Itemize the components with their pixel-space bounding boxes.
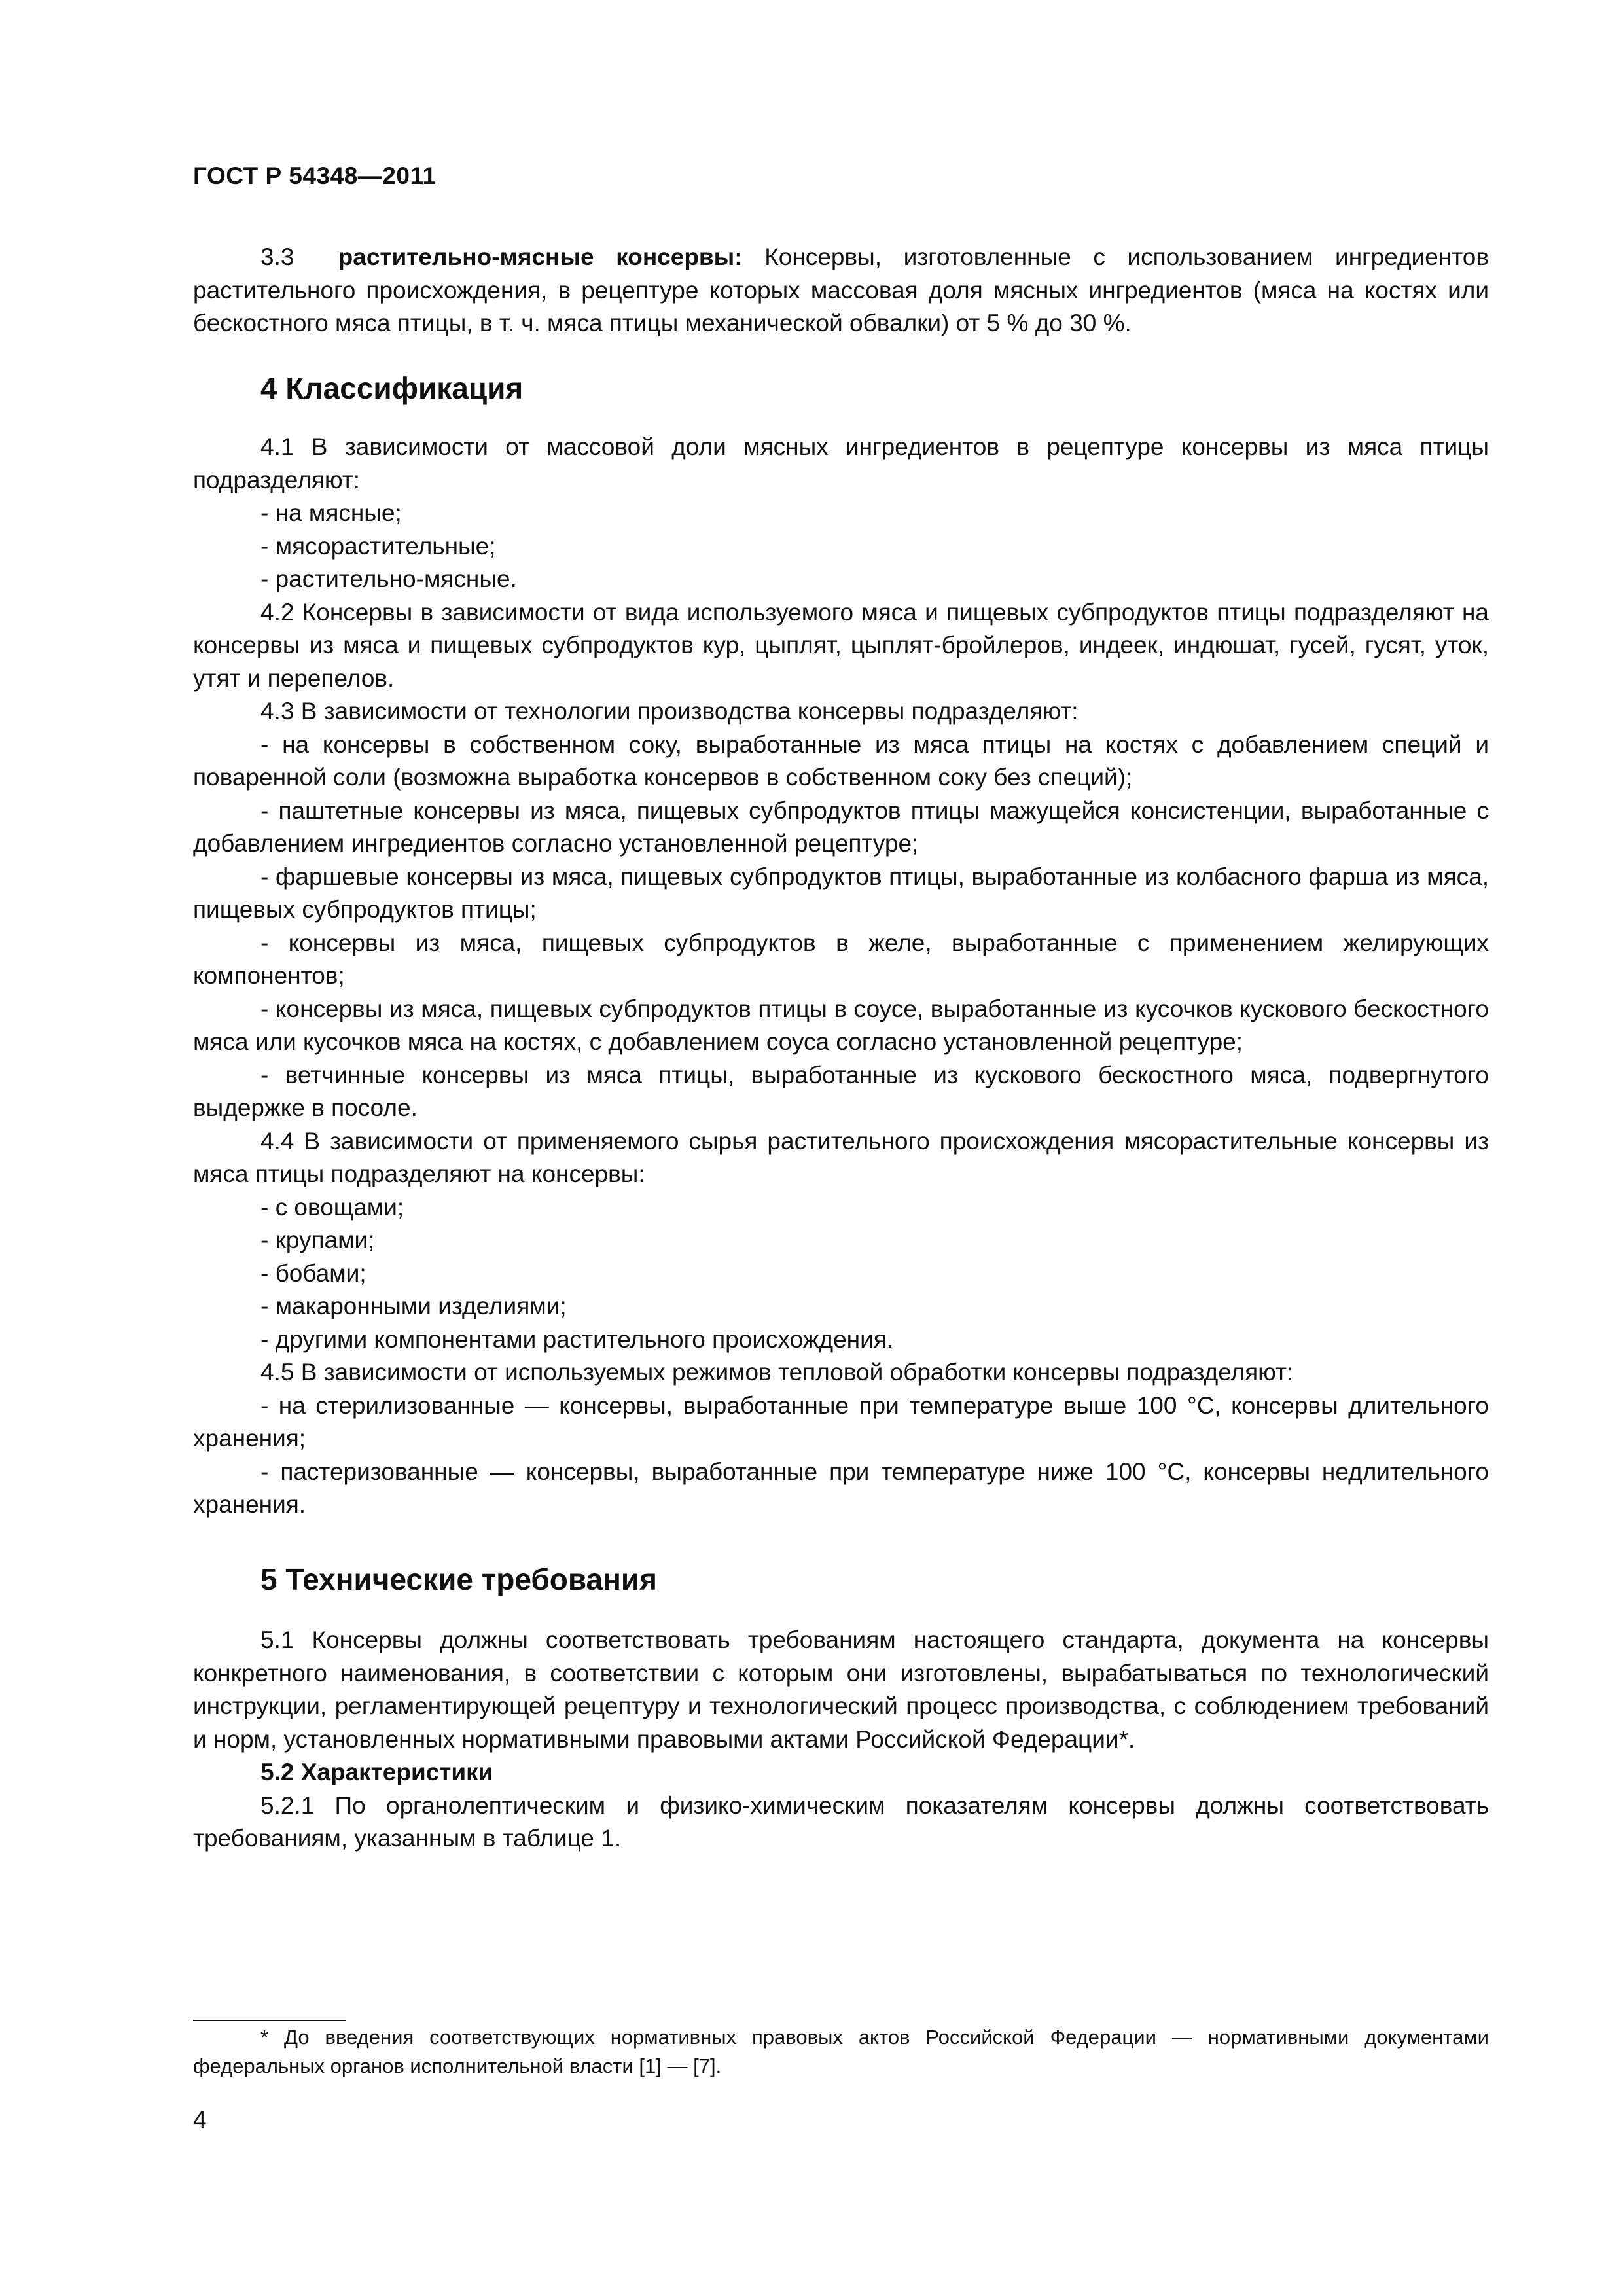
term-definition: Консервы, изготовленные с использованием ингредиентов растительного происхождения, в рецептуре которых массовая доля мясных ингредиентов (мяса на костях или бескостного мяса птицы, в т. ч. мяса птицы механической обвалки) от 5 % до 30 %. bbox=[193, 243, 1489, 336]
list-item: - растительно-мясные. bbox=[260, 565, 517, 592]
list-item: - ветчинные консервы из мяса птицы, выработанные из кускового бескостного мяса, подвергнутого выдержке в посоле. bbox=[193, 1061, 1489, 1121]
section-5 bbox=[193, 1563, 1489, 1596]
list-item: - паштетные консервы из мяса, пищевых субпродуктов птицы мажущейся консистенции, выработанные с добавлением ингредиентов согласно установленной рецептуре; bbox=[193, 797, 1489, 857]
list-item: - крупами; bbox=[260, 1227, 375, 1253]
list-item: - фаршевые консервы из мяса, пищевых субпродуктов птицы, выработанные из колбасного фарша из мяса, пищевых субпродуктов птицы; bbox=[193, 863, 1489, 923]
term: растительно-мясные консервы: bbox=[338, 243, 743, 270]
section-3-3-block bbox=[193, 241, 1489, 340]
list-item: - с овощами; bbox=[260, 1193, 404, 1221]
subsection-5-2-title: 5.2 Характеристики bbox=[260, 1759, 493, 1785]
clause-5-1: 5.1 Консервы должны соответствовать требованиям настоящего стандарта, документа на консервы конкретного наименования, в соответствии с которым они изготовлены, вырабатываться по технологический инструкции, регламентирующей рецептуру и технологический процесс производства, с соблюдением требований и норм, установленных нормативными правовыми актами Российской Федерации*. bbox=[193, 1626, 1489, 1753]
section-5-body bbox=[193, 1624, 1489, 1856]
section-4-body bbox=[193, 431, 1489, 1522]
list-item: - пастеризованные — консервы, выработанные при температуре ниже 100 °С, консервы недлительного хранения. bbox=[193, 1458, 1489, 1518]
clause-4-5: 4.5 В зависимости от используемых режимов тепловой обработки консервы подразделяют: bbox=[260, 1359, 1294, 1386]
document-header: ГОСТ Р 54348—2011 bbox=[193, 162, 437, 189]
clause-4-1: 4.1 В зависимости от массовой доли мясных ингредиентов в рецептуре консервы из мяса птицы подразделяют: bbox=[193, 433, 1489, 493]
clause-4-3: 4.3 В зависимости от технологии производства консервы подразделяют: bbox=[260, 698, 1079, 725]
list-item: - макаронными изделиями; bbox=[260, 1293, 567, 1319]
list-item: - мясорастительные; bbox=[260, 532, 496, 560]
clause-4-2: 4.2 Консервы в зависимости от вида используемого мяса и пищевых субпродуктов птицы подразделяют на консервы из мяса и пищевых субпродуктов кур, цыплят, цыплят-бройлеров, индеек, индюшат, гусей, гусят, уток, утят и перепелов. bbox=[193, 598, 1489, 692]
clause-4-4: 4.4 В зависимости от применяемого сырья растительного происхождения мясорастительные консервы из мяса птицы подразделяют на консервы: bbox=[193, 1127, 1489, 1187]
section-5-title: 5 Технические требования bbox=[260, 1562, 657, 1596]
list-item: - консервы из мяса, пищевых субпродуктов в желе, выработанные с применением желирующих компонентов; bbox=[193, 929, 1489, 989]
document-page bbox=[193, 0, 1489, 2296]
clause-number: 3.3 bbox=[260, 243, 294, 270]
footnote: * До введения соответствующих нормативных правовых актов Российской Федерации — нормативными документами федеральных органов исполнительной власти [1] — [7]. bbox=[193, 2026, 1489, 2077]
section-4-title: 4 Классификация bbox=[260, 371, 524, 405]
list-item: - на консервы в собственном соку, выработанные из мяса птицы на костях с добавлением специй и поваренной соли (возможна выработка консервов в собственном соку без специй); bbox=[193, 730, 1489, 791]
clause-5-2-1: 5.2.1 По органолептическим и физико-химическим показателям консервы должны соответствовать требованиям, указанным в таблице 1. bbox=[193, 1791, 1489, 1852]
list-item: - на стерилизованные — консервы, выработанные при температуре выше 100 °С, консервы длительного хранения; bbox=[193, 1391, 1489, 1452]
clause-3-3 bbox=[193, 241, 1489, 340]
list-item: - на мясные; bbox=[260, 499, 402, 526]
section-4 bbox=[193, 372, 1489, 405]
list-item: - бобами; bbox=[260, 1259, 366, 1287]
footnote-divider bbox=[193, 2020, 346, 2021]
list-item: - консервы из мяса, пищевых субпродуктов птицы в соусе, выработанные из кусочков кускового бескостного мяса или кусочков мяса на костях, с добавлением соуса согласно установленной рецептуре; bbox=[193, 995, 1489, 1055]
page-number: 4 bbox=[193, 2106, 207, 2133]
list-item: - другими компонентами растительного происхождения. bbox=[260, 1325, 894, 1353]
